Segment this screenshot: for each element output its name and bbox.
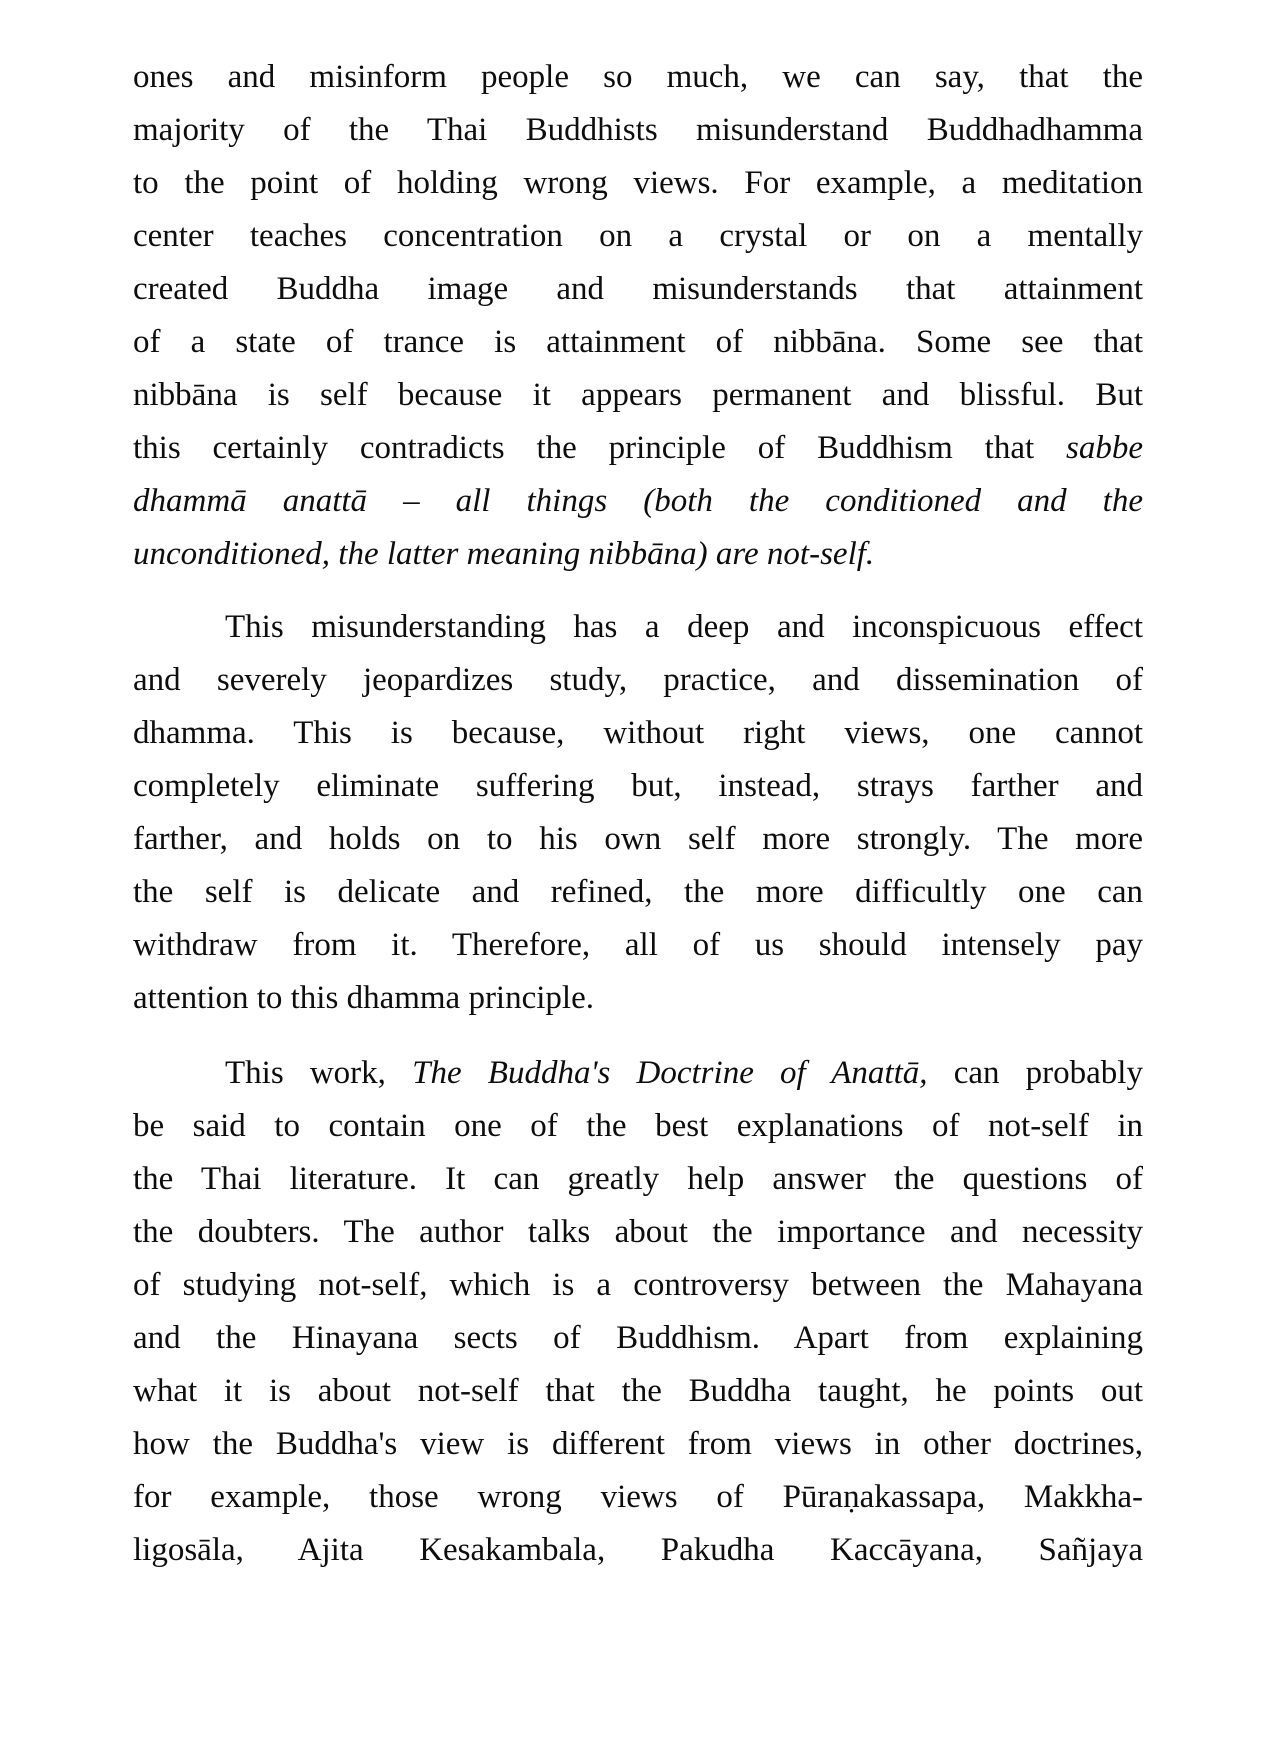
- text-line: of a state of trance is attainment of nibbāna. Some see that: [133, 324, 1143, 360]
- pali-quote: dhammā anattā – all things (both the conditioned and the: [133, 483, 1143, 519]
- text-line: and the Hinayana sects of Buddhism. Apart from explaining: [133, 1320, 1143, 1356]
- text-line: the Thai literature. It can greatly help answer the questions of: [133, 1161, 1143, 1197]
- text-line: the self is delicate and refined, the more difficultly one can: [133, 874, 1143, 910]
- text-line-italic: [133, 528, 1143, 581]
- text-line: how the Buddha's view is different from views in other doctrines,: [133, 1426, 1143, 1462]
- text-line: to the point of holding wrong views. For example, a meditation: [133, 165, 1143, 201]
- text-line: what it is about not-self that the Buddha taught, he points out: [133, 1373, 1143, 1409]
- paragraph-2: [133, 601, 1143, 1025]
- text-line: for example, those wrong views of Pūraṇakassapa, Makkha-: [133, 1479, 1143, 1515]
- text-line-mixed: [133, 422, 1143, 475]
- text-line: and severely jeopardizes study, practice, and dissemination of: [133, 662, 1143, 698]
- text-line: ones and misinform people so much, we can say, that the: [133, 59, 1143, 95]
- text-line: completely eliminate suffering but, instead, strays farther and: [133, 768, 1143, 804]
- pali-quote-end: unconditioned, the latter meaning nibbāna) are not-self.: [133, 536, 875, 572]
- text-line: attention to this dhamma principle.: [133, 980, 594, 1016]
- text-line-first: This misunderstanding has a deep and inconspicuous effect: [225, 609, 1143, 645]
- text-line: center teaches concentration on a crystal or on a mentally: [133, 218, 1143, 254]
- paragraph-3: [133, 1047, 1143, 1577]
- text-line-first: [133, 1047, 1143, 1100]
- text-line: ligosāla, Ajita Kesakambala, Pakudha Kaccāyana, Sañjaya: [133, 1532, 1143, 1568]
- text-line: the doubters. The author talks about the importance and necessity: [133, 1214, 1143, 1250]
- text-line: majority of the Thai Buddhists misunderstand Buddhadhamma: [133, 112, 1143, 148]
- pali-term: sabbe: [1066, 430, 1143, 466]
- text-line: be said to contain one of the best explanations of not-self in: [133, 1108, 1143, 1144]
- paragraph-1: [133, 51, 1143, 581]
- text-line: of studying not-self, which is a controversy between the Mahayana: [133, 1267, 1143, 1303]
- text-line: nibbāna is self because it appears permanent and blissful. But: [133, 377, 1143, 413]
- book-title: The Buddha's Doctrine of Anattā,: [412, 1055, 928, 1091]
- text-line: dhamma. This is because, without right views, one cannot: [133, 715, 1143, 751]
- plain-text: this certainly contradicts the principle of Buddhism that: [133, 430, 1066, 466]
- text-line-italic: [133, 475, 1143, 528]
- text-line: farther, and holds on to his own self more strongly. The more: [133, 821, 1143, 857]
- plain-text: can probably: [927, 1055, 1143, 1091]
- text-line: withdraw from it. Therefore, all of us should intensely pay: [133, 927, 1143, 963]
- text-line: created Buddha image and misunderstands that attainment: [133, 271, 1143, 307]
- plain-text: This work,: [225, 1055, 413, 1091]
